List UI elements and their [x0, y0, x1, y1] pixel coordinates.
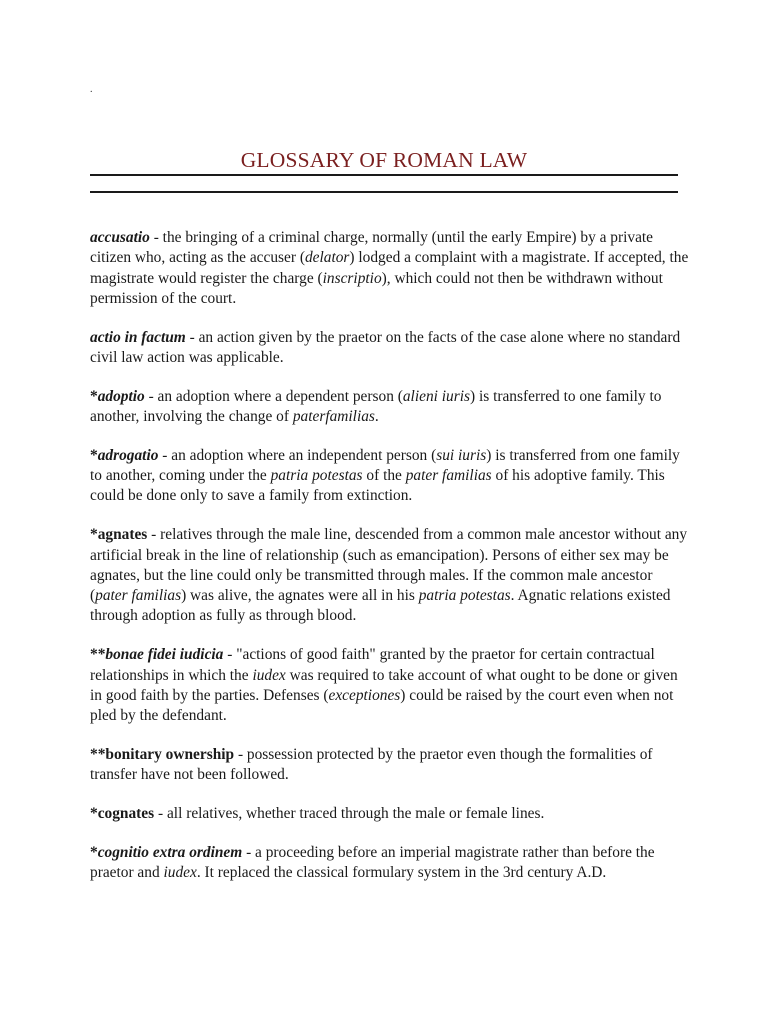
definition-text: - possession protected by the praetor even though the formalities of transfer have not been followed. [90, 745, 653, 784]
glossary-entry [90, 387, 690, 428]
term-marker: * [90, 843, 98, 861]
definition-text: - "actions of good faith" granted by the praetor for certain contractual relationships in which the [90, 646, 655, 684]
glossary-term [90, 329, 186, 346]
definition-text: ), which could not then be withdrawn without permission of the court. [90, 269, 663, 307]
glossary-term [90, 229, 150, 246]
definition-text: of his adoptive family. This could be done only to save a family from extinction. [90, 467, 665, 505]
definition-text: - all relatives, whether traced through the male or female lines. [154, 805, 545, 823]
definition-text: . Agnatic relations existed through adoption as fully as through blood. [90, 587, 671, 625]
glossary-term [90, 447, 158, 464]
glossary-entry [90, 328, 690, 369]
definition-latin-term: alieni iuris [402, 387, 470, 405]
page-mark: . [90, 84, 93, 95]
term-text: bonitary ownership [105, 745, 235, 763]
term-text: bonae fidei iudicia [105, 646, 224, 664]
term-text: accusatio [90, 229, 150, 246]
term-text: cognates [97, 805, 155, 823]
page-title: GLOSSARY OF ROMAN LAW [240, 148, 528, 172]
term-text: adrogatio [97, 446, 159, 464]
term-marker: * [90, 526, 98, 544]
definition-text: ) could be raised by the court even when not pled by the defendant. [90, 686, 674, 725]
definition-text: - the bringing of a criminal charge, normally (until the early Empire) by a private citizen who, acting as the accuser ( [90, 229, 654, 267]
glossary-term [90, 805, 154, 822]
glossary-entry [90, 645, 690, 726]
definition-latin-term: delator [304, 249, 350, 267]
term-marker: * [90, 446, 98, 464]
definition-latin-term: inscriptio [322, 269, 382, 287]
definition-text: ) lodged a complaint with a magistrate. If accepted, the magistrate would register the charge ( [90, 249, 689, 287]
glossary-entry [90, 843, 690, 884]
definition-text: - an action given by the praetor on the facts of the case alone where no standard civil law action was applicable. [90, 328, 681, 366]
definition-latin-term: pater familias [95, 587, 182, 605]
term-marker: * [90, 387, 98, 405]
glossary-term [90, 646, 223, 663]
term-marker: * [90, 805, 98, 823]
definition-latin-term: iudex [252, 666, 286, 684]
definition-latin-term: iudex [163, 864, 197, 882]
definition-latin-term: paterfamilias [292, 408, 375, 426]
term-text: agnates [97, 526, 148, 544]
glossary-list [90, 228, 690, 902]
definition-text: - relatives through the male line, descended from a common male ancestor without any artificial break in the line of relationship (such as emancipation). Persons of either sex may be agnates, but the line could only be transmitted through males. If the common male ancestor ( [90, 526, 688, 605]
definition-text: ) was alive, the agnates were all in his [181, 587, 419, 605]
glossary-entry [90, 228, 690, 309]
definition-text: was required to take account of what ought to be done or given in good faith by the parties. Defenses ( [90, 666, 678, 704]
glossary-term [90, 388, 145, 405]
definition-latin-term: exceptiones [328, 686, 401, 704]
glossary-entry [90, 446, 690, 507]
glossary-entry [90, 745, 690, 786]
definition-latin-term: patria potestas [418, 587, 511, 605]
title-rule-top [90, 174, 678, 176]
glossary-term [90, 844, 242, 861]
definition-text: ) is transferred from one family to another, coming under the [90, 446, 680, 485]
glossary-term [90, 746, 234, 763]
definition-text: of the [362, 467, 406, 485]
definition-text: - an adoption where a dependent person ( [144, 387, 403, 405]
glossary-entry [90, 525, 690, 626]
definition-latin-term: patria potestas [270, 467, 363, 485]
definition-text: . It replaced the classical formulary system in the 3rd century A.D. [196, 864, 607, 882]
glossary-term [90, 526, 147, 543]
glossary-entry [90, 804, 690, 824]
term-text: adoptio [97, 387, 145, 405]
definition-text: - a proceeding before an imperial magistrate rather than before the praetor and [90, 843, 655, 882]
term-marker: ** [90, 745, 106, 763]
definition-text: ) is transferred to one family to another, involving the change of [90, 387, 662, 426]
definition-text: . [374, 408, 379, 426]
definition-latin-term: pater familias [405, 467, 492, 485]
term-text: cognitio extra ordinem [97, 843, 243, 861]
title-rule-bottom [90, 191, 678, 193]
definition-text: - an adoption where an independent person ( [158, 446, 437, 464]
term-marker: ** [90, 646, 106, 664]
term-text: actio in factum [90, 328, 186, 346]
definition-latin-term: sui iuris [436, 446, 487, 464]
